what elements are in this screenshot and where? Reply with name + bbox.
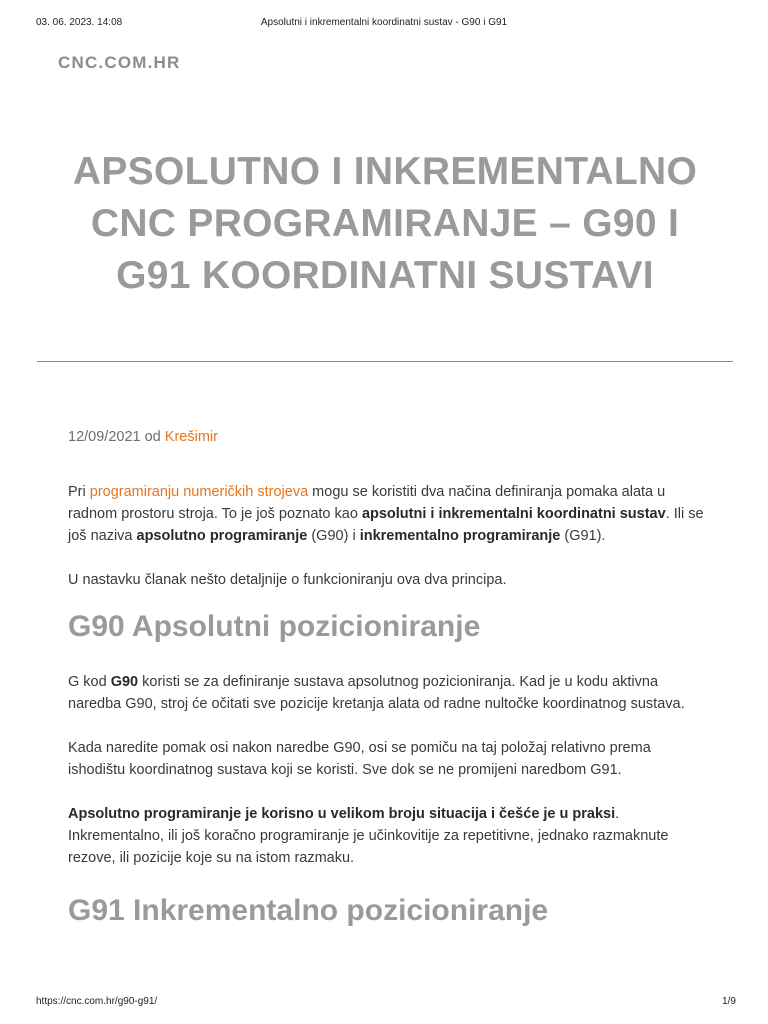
article-title: APSOLUTNO I INKREMENTALNO CNC PROGRAMIRANJE – G90 I G91 KOORDINATNI SUSTAVI: [72, 150, 698, 297]
text: Pri: [68, 484, 90, 500]
text: koristi se za definiranje sustava apsolutnog pozicioniranja. Kad je u kodu aktivna naredba G90, stroj će očitati sve pozicije kretanja alata od radne nultočke koordinatnog sustava.: [68, 674, 685, 712]
print-datetime: 03. 06. 2023. 14:08: [36, 17, 123, 28]
text: G kod: [68, 674, 111, 690]
absolute-benefits-paragraph: [68, 803, 708, 869]
section-heading-g91: G91 Inkrementalno pozicioniranje: [68, 894, 549, 927]
page-number: 1/9: [722, 996, 736, 1007]
print-page-title: Apsolutni i inkrementalni koordinatni sustav - G90 i G91: [260, 17, 508, 28]
bold-text: apsolutno programiranje: [136, 528, 308, 544]
text: (G91).: [560, 528, 606, 544]
bold-text: Apsolutno programiranje je korisno u velikom broju situacija i češće je u praksi: [68, 806, 616, 822]
print-header: [0, 17, 768, 31]
bold-text: G90: [110, 674, 139, 690]
text: . Inkrementalno, ili još koračno programiranje je učinkovitije za repetitivne, jednako razmaknute rezove, ili pozicije koje su na istom razmaku.: [68, 806, 669, 866]
article-content: [68, 481, 708, 955]
continuation-paragraph: U nastavku članak nešto detaljnije o funkcioniranju ova dva principa.: [68, 572, 507, 588]
print-url: https://cnc.com.hr/g90-g91/: [36, 996, 158, 1007]
section-heading-g90: G90 Apsolutni pozicioniranje: [68, 610, 481, 643]
site-logo[interactable]: CNC.COM.HR: [58, 53, 181, 72]
post-date: 12/09/2021: [68, 429, 141, 445]
author-link[interactable]: Krešimir: [164, 429, 218, 445]
intro-paragraph: [68, 481, 708, 547]
bold-text: apsolutni i inkrementalni koordinatni sustav: [361, 506, 666, 522]
text: (G90) i: [307, 528, 360, 544]
title-divider: [37, 361, 733, 362]
axis-move-paragraph: Kada naredite pomak osi nakon naredbe G90, osi se pomiču na taj položaj relativno prema ishodištu koordinatnog sustava koji se koristi. Sve dok se ne promijeni naredbom G91.: [68, 740, 651, 778]
g90-paragraph: [68, 671, 708, 715]
bold-text: inkrementalno programiranje: [359, 528, 561, 544]
cnc-programming-link[interactable]: programiranju numeričkih strojeva: [89, 484, 309, 500]
post-meta: [68, 429, 218, 445]
text: mogu se koristiti dva načina definiranja pomaka alata u radnom prostoru stroja. To je još poznato kao: [68, 484, 666, 522]
post-by: od: [144, 429, 161, 445]
text: . Ili se još naziva: [68, 506, 704, 544]
